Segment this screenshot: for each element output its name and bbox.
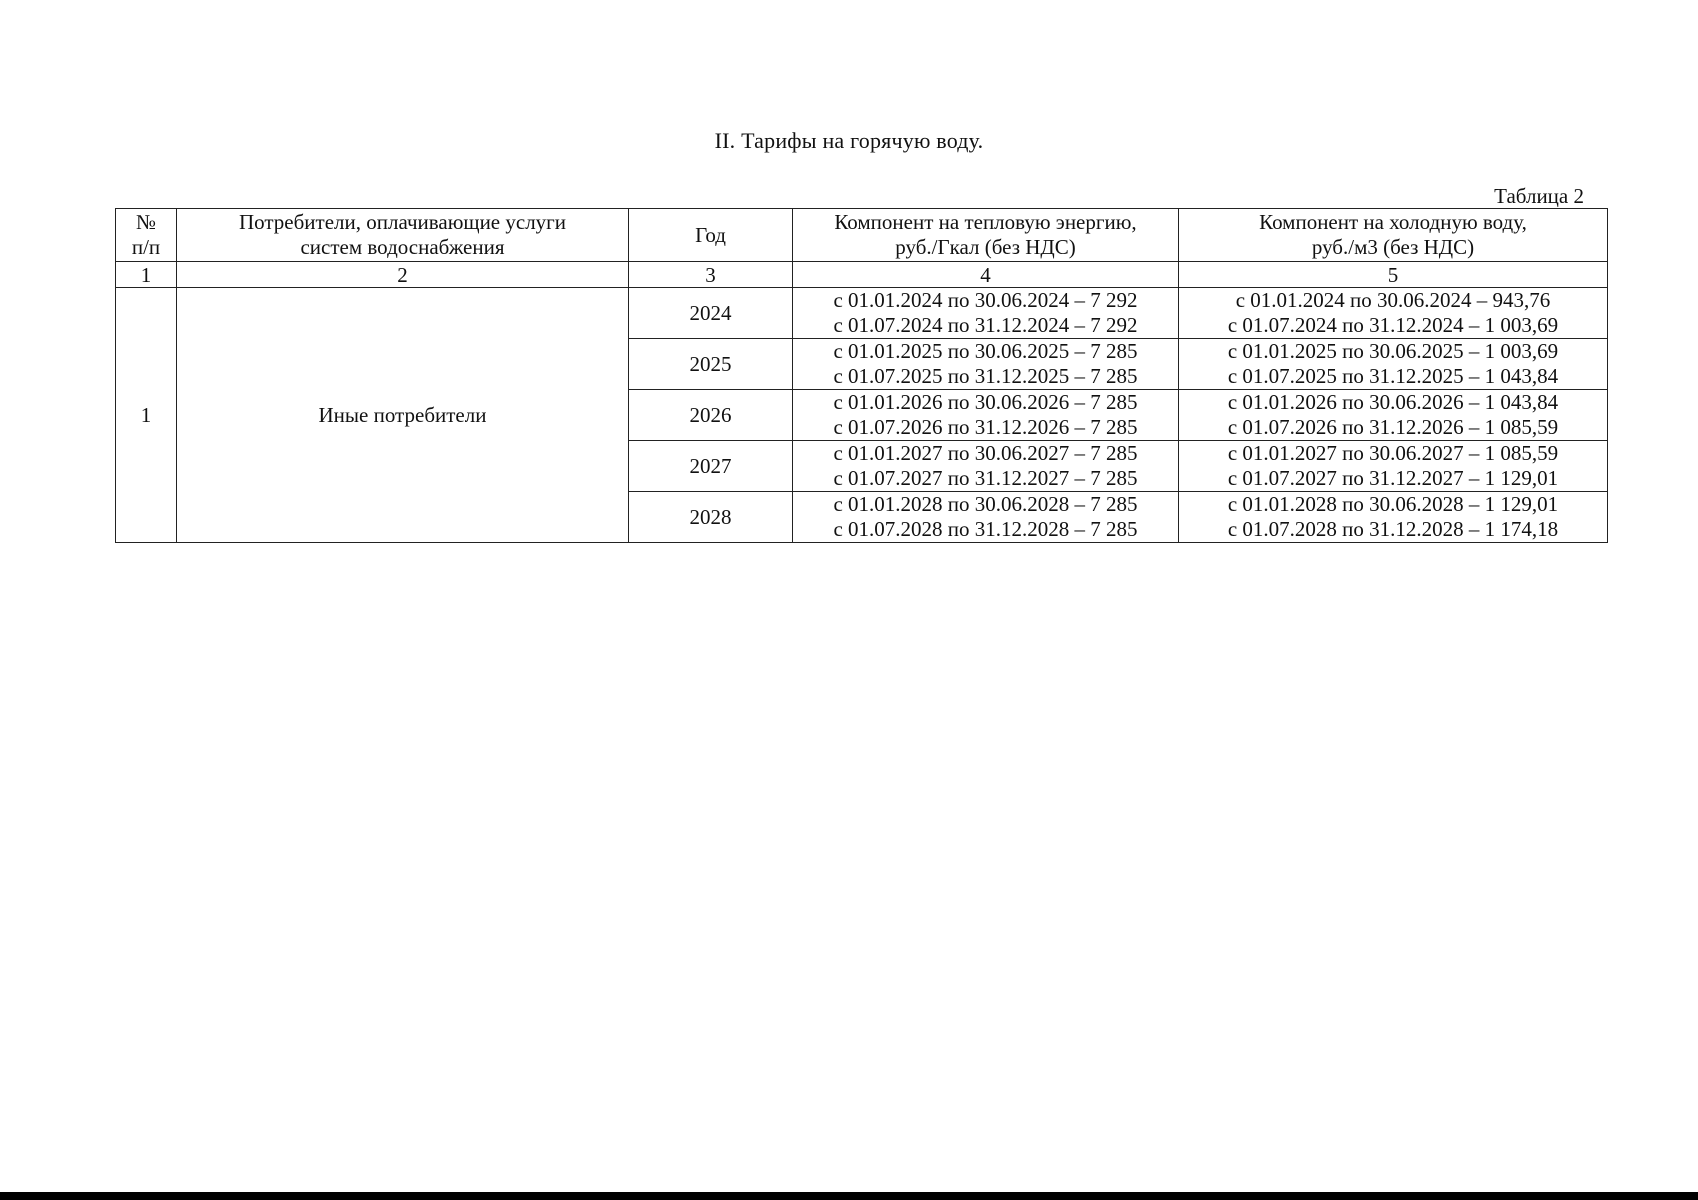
heat-tariff-cell: с 01.01.2028 по 30.06.2028 – 7 285 с 01.07.2028 по 31.12.2028 – 7 285 <box>793 492 1179 543</box>
column-number: 2 <box>177 262 629 288</box>
header-heat-component: Компонент на тепловую энергию, руб./Гкал (без НДС) <box>793 209 1179 262</box>
cold-tariff-cell: с 01.01.2028 по 30.06.2028 – 1 129,01 с 01.07.2028 по 31.12.2028 – 1 174,18 <box>1179 492 1608 543</box>
table-caption: Таблица 2 <box>1494 184 1584 208</box>
cold-tariff-cell: с 01.01.2025 по 30.06.2025 – 1 003,69 с 01.07.2025 по 31.12.2025 – 1 043,84 <box>1179 339 1608 390</box>
header-consumers: Потребители, оплачивающие услуги систем водоснабжения <box>177 209 629 262</box>
year-cell: 2024 <box>629 288 793 339</box>
heat-tariff-cell: с 01.01.2026 по 30.06.2026 – 7 285 с 01.07.2026 по 31.12.2026 – 7 285 <box>793 390 1179 441</box>
cold-tariff-cell: с 01.01.2026 по 30.06.2026 – 1 043,84 с 01.07.2026 по 31.12.2026 – 1 085,59 <box>1179 390 1608 441</box>
heat-tariff-cell: с 01.01.2024 по 30.06.2024 – 7 292 с 01.07.2024 по 31.12.2024 – 7 292 <box>793 288 1179 339</box>
header-number: № п/п <box>116 209 177 262</box>
header-cold-component: Компонент на холодную воду, руб./м3 (без НДС) <box>1179 209 1608 262</box>
column-number-row <box>116 262 1608 288</box>
heat-tariff-cell: с 01.01.2025 по 30.06.2025 – 7 285 с 01.07.2025 по 31.12.2025 – 7 285 <box>793 339 1179 390</box>
year-cell: 2026 <box>629 390 793 441</box>
table-row <box>116 288 1608 339</box>
consumer-name: Иные потребители <box>177 288 629 543</box>
table-header-row <box>116 209 1608 262</box>
page-title: II. Тарифы на горячую воду. <box>714 128 984 153</box>
column-number: 3 <box>629 262 793 288</box>
year-cell: 2028 <box>629 492 793 543</box>
column-number: 1 <box>116 262 177 288</box>
year-cell: 2027 <box>629 441 793 492</box>
cold-tariff-cell: с 01.01.2024 по 30.06.2024 – 943,76 с 01.07.2024 по 31.12.2024 – 1 003,69 <box>1179 288 1608 339</box>
year-cell: 2025 <box>629 339 793 390</box>
column-number: 4 <box>793 262 1179 288</box>
row-number: 1 <box>116 288 177 543</box>
cold-tariff-cell: с 01.01.2027 по 30.06.2027 – 1 085,59 с 01.07.2027 по 31.12.2027 – 1 129,01 <box>1179 441 1608 492</box>
scan-edge-band <box>0 1192 1698 1200</box>
heat-tariff-cell: с 01.01.2027 по 30.06.2027 – 7 285 с 01.07.2027 по 31.12.2027 – 7 285 <box>793 441 1179 492</box>
column-number: 5 <box>1179 262 1608 288</box>
tariff-table <box>115 208 1608 543</box>
header-year: Год <box>629 209 793 262</box>
